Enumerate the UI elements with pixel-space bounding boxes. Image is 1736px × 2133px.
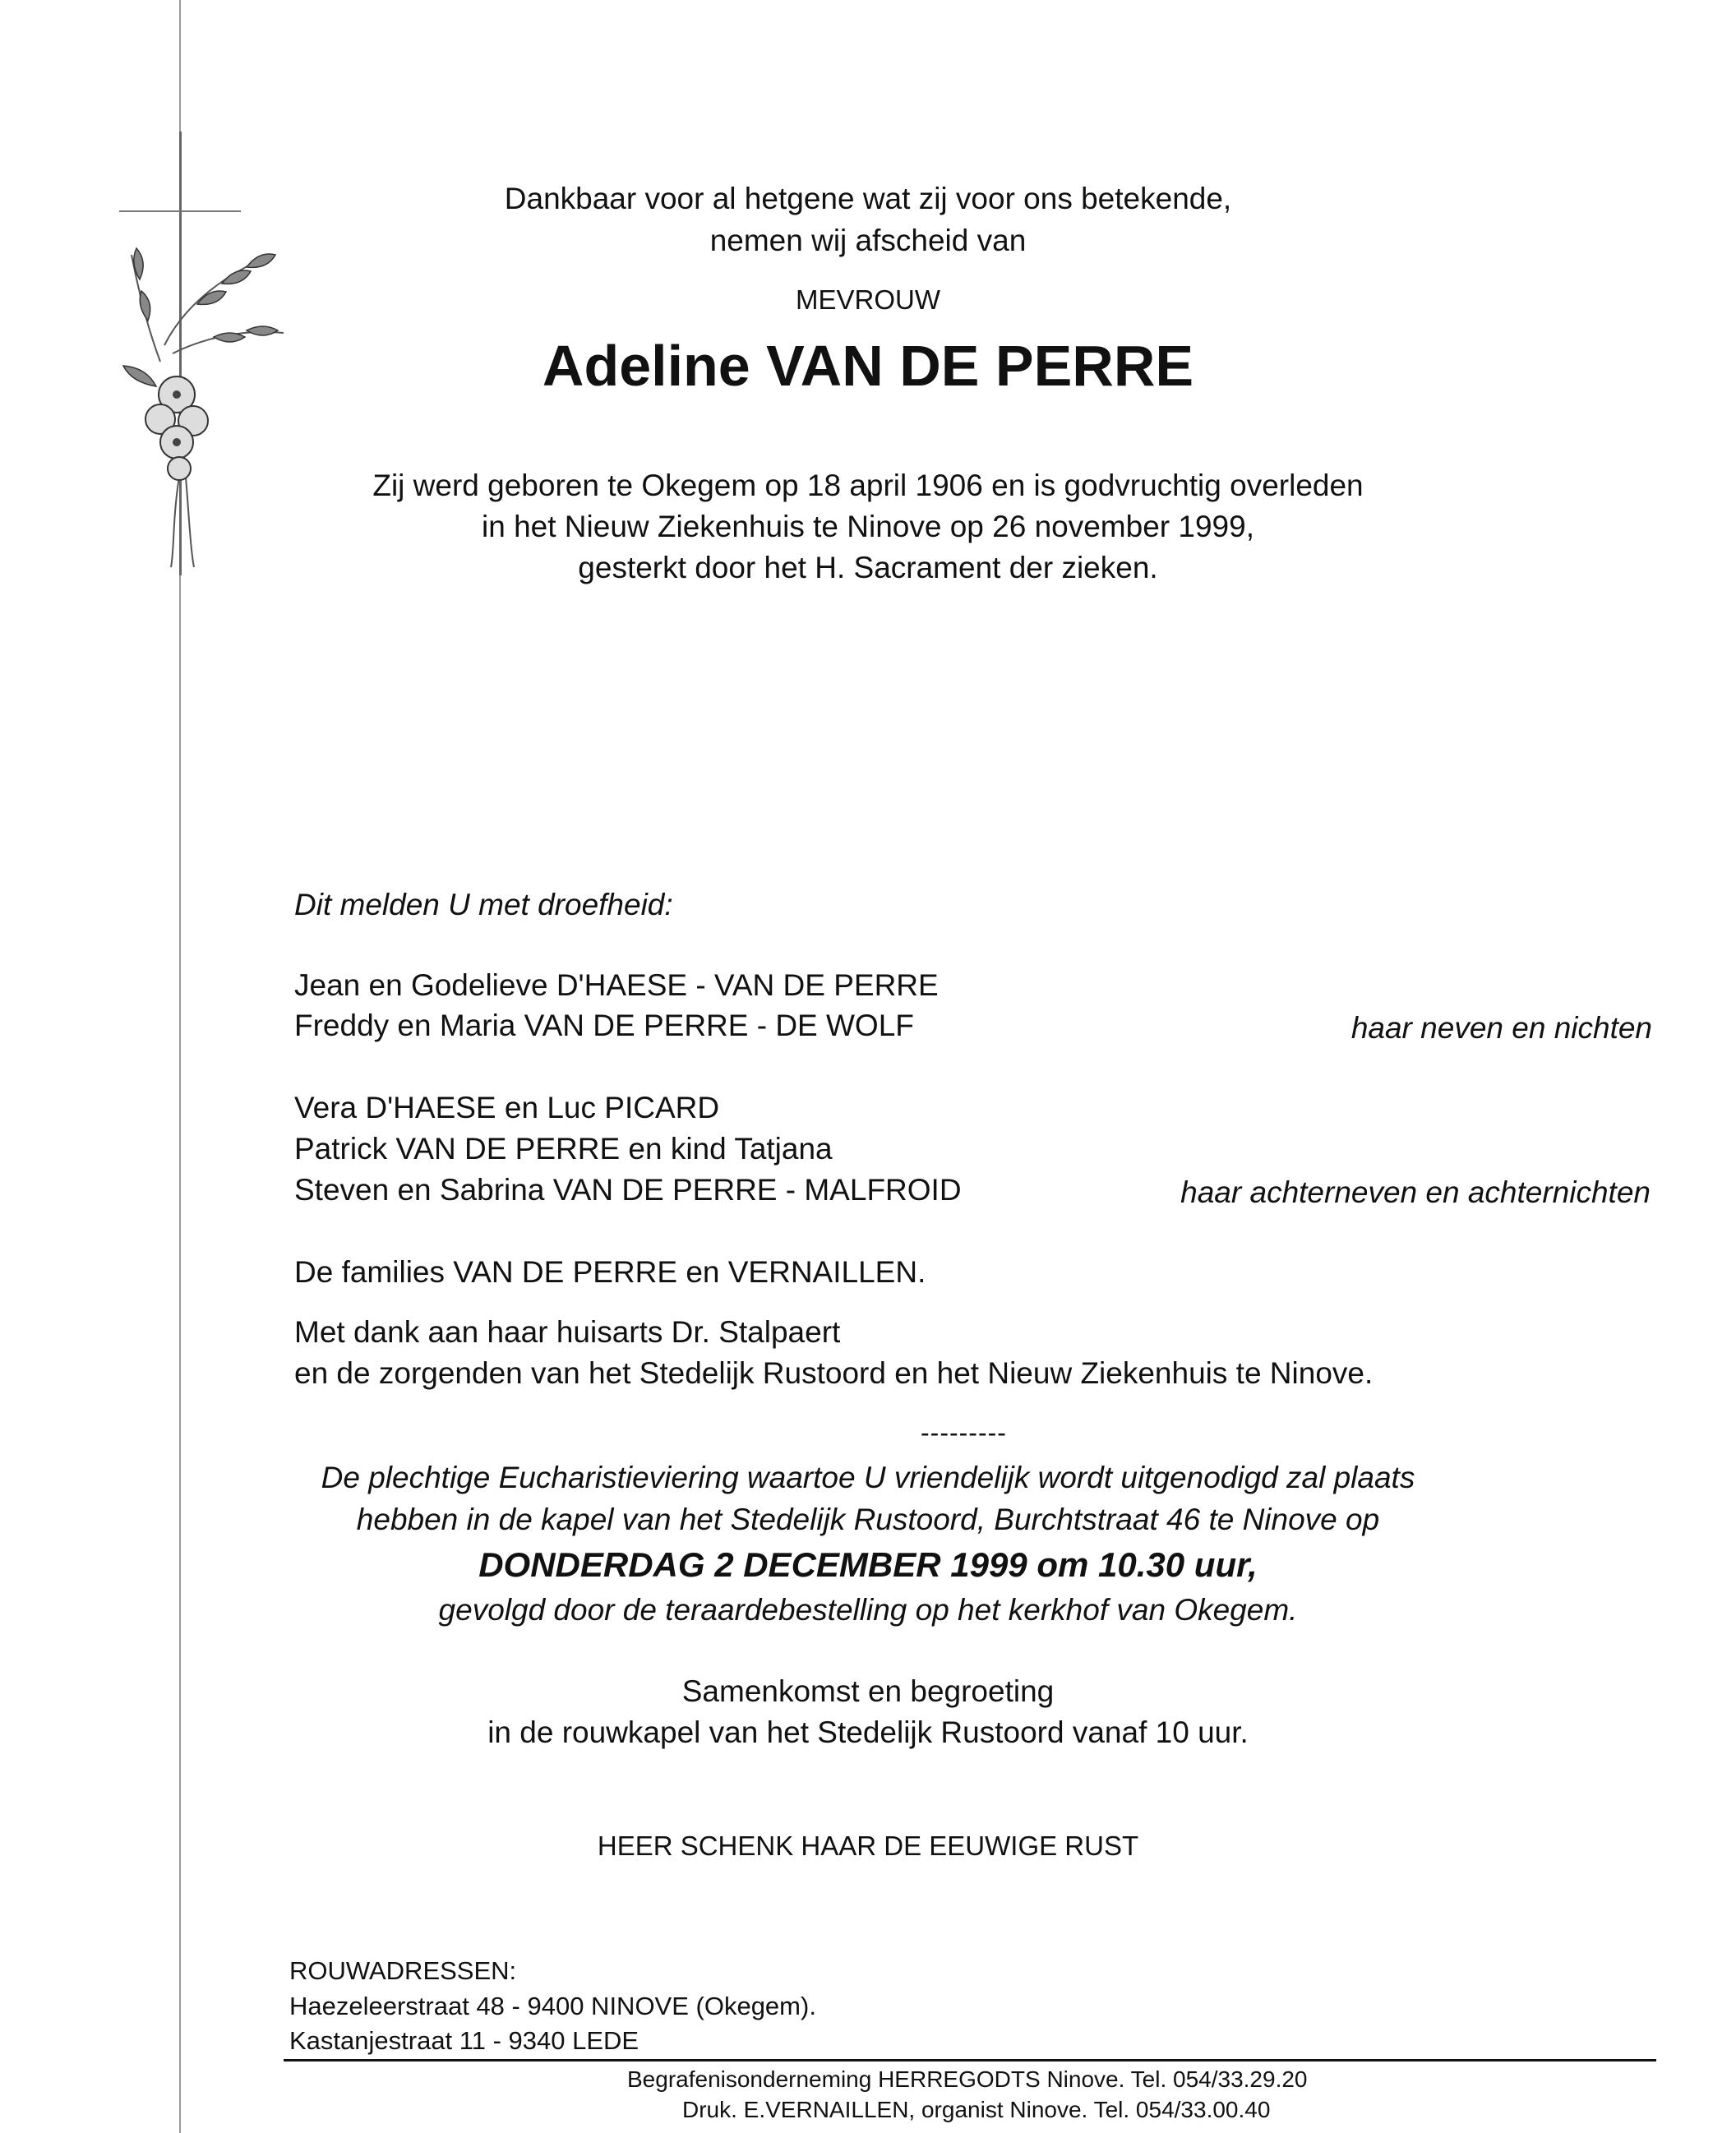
gathering-line-2: in de rouwkapel van het Stedelijk Rustoord vanaf 10 uur. <box>487 1715 1249 1749</box>
ceremony-line-1: De plechtige Eucharistieviering waartoe U vriendelijk wordt uitgenodigd zal plaats <box>321 1461 1415 1494</box>
intro-line-1: Dankbaar voor al hetgene wat zij voor ons betekende, <box>504 182 1232 215</box>
bio-line-2: in het Nieuw Ziekenhuis te Ninove op 26 november 1999, <box>482 510 1254 543</box>
footer-line-1: Begrafenisonderneming HERREGODTS Ninove. Tel. 054/33.29.20 <box>627 2066 1308 2092</box>
family-name-line: Steven en Sabrina VAN DE PERRE - MALFROID <box>294 1173 962 1207</box>
announcement-line: Dit melden U met droefheid: <box>294 888 673 921</box>
prayer-line: HEER SCHENK HAAR DE EEUWIGE RUST <box>597 1831 1139 1861</box>
address-line: Haezeleerstraat 48 - 9400 NINOVE (Okegem). <box>289 1992 816 2020</box>
gathering-line-1: Samenkomst en begroeting <box>681 1674 1055 1708</box>
ceremony-line-2: hebben in de kapel van het Stedelijk Rustoord, Burchtstraat 46 te Ninove op <box>356 1503 1380 1536</box>
deceased-name: Adeline VAN DE PERRE <box>542 334 1194 398</box>
ceremony-date: DONDERDAG 2 DECEMBER 1999 om 10.30 uur, <box>478 1545 1258 1584</box>
family-name-line: Patrick VAN DE PERRE en kind Tatjana <box>294 1132 833 1166</box>
deceased-title: MEVROUW <box>796 284 940 315</box>
family-name-line: Vera D'HAESE en Luc PICARD <box>294 1091 720 1124</box>
thanks-line-1: Met dank aan haar huisarts Dr. Stalpaert <box>294 1315 841 1349</box>
relation-label: haar achterneven en achternichten <box>1180 1175 1651 1209</box>
addresses-heading: ROUWADRESSEN: <box>289 1956 517 1985</box>
bio-line-1: Zij werd geboren te Okegem op 18 april 1906 en is godvruchtig overleden <box>372 469 1364 502</box>
family-name-line: Jean en Godelieve D'HAESE - VAN DE PERRE <box>294 968 939 1002</box>
intro-line-2: nemen wij afscheid van <box>709 224 1027 257</box>
separator: --------- <box>921 1418 1007 1447</box>
footer-line-2: Druk. E.VERNAILLEN, organist Ninove. Tel. 054/33.00.40 <box>682 2097 1271 2122</box>
family-name-line: Freddy en Maria VAN DE PERRE - DE WOLF <box>294 1009 914 1042</box>
thanks-line-2: en de zorgenden van het Stedelijk Rustoord en het Nieuw Ziekenhuis te Ninove. <box>294 1356 1374 1390</box>
bio-line-3: gesterkt door het H. Sacrament der zieken. <box>578 551 1158 584</box>
families-line: De families VAN DE PERRE en VERNAILLEN. <box>294 1255 926 1289</box>
address-line: Kastanjestraat 11 - 9340 LEDE <box>289 2026 639 2055</box>
footer-divider <box>284 2059 1656 2061</box>
relation-label: haar neven en nichten <box>1350 1011 1652 1045</box>
ceremony-line-4: gevolgd door de teraardebestelling op het kerkhof van Okegem. <box>438 1593 1298 1627</box>
